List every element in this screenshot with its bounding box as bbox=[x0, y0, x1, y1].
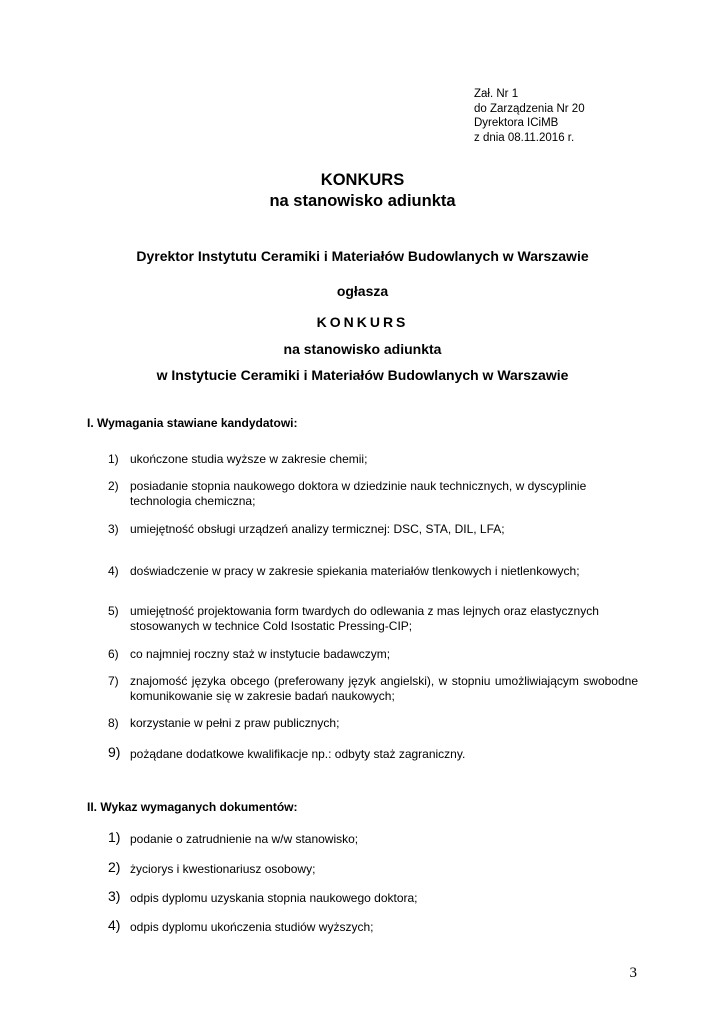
list-item-number: 7) bbox=[108, 674, 119, 688]
list-item-number: 2) bbox=[108, 859, 121, 875]
annex-line: Zał. Nr 1 bbox=[474, 88, 519, 100]
list-item-number: 3) bbox=[108, 522, 119, 536]
announcement-position: na stanowisko adiunkta bbox=[283, 341, 442, 357]
list-item-number: 4) bbox=[108, 917, 121, 933]
list-item-number: 1) bbox=[108, 452, 119, 466]
list-item-number: 4) bbox=[108, 564, 119, 578]
list-item-number: 6) bbox=[108, 647, 119, 661]
annex-line: Dyrektora ICiMB bbox=[474, 117, 559, 129]
list-item-text: odpis dyplomu uzyskania stopnia naukowego doktora; bbox=[130, 891, 418, 905]
section-heading-documents: II. Wykaz wymaganych dokumentów: bbox=[87, 800, 298, 814]
announcement-verb: ogłasza bbox=[336, 283, 389, 299]
list-item-number: 1) bbox=[108, 829, 121, 845]
document-subtitle: na stanowisko adiunkta bbox=[269, 192, 456, 210]
list-item-number: 8) bbox=[108, 716, 119, 730]
list-item-text: co najmniej roczny staż w instytucie badawczym; bbox=[130, 647, 391, 661]
section-heading-requirements: I. Wymagania stawiane kandydatowi: bbox=[87, 416, 298, 430]
annex-line: z dnia 08.11.2016 r. bbox=[474, 131, 575, 144]
announcement-institute: w Instytucie Ceramiki i Materiałów Budowlanych w Warszawie bbox=[156, 367, 569, 383]
list-item-number: 3) bbox=[108, 888, 121, 904]
list-item-text: ukończone studia wyższe w zakresie chemii; bbox=[130, 452, 368, 466]
list-item-text: umiejętność projektowania form twardych do odlewania z mas lejnych oraz elastycznych stosowanych w technice Cold Isostatic Pressing-CIP; bbox=[130, 604, 599, 633]
list-item-text: umiejętność obsługi urządzeń analizy termicznej: DSC, STA, DIL, LFA; bbox=[130, 522, 505, 536]
list-item-text: posiadanie stopnia naukowego doktora w dziedzinie nauk technicznych, w dyscyplinie technologia chemiczna; bbox=[130, 479, 587, 508]
list-item-text: doświadczenie w pracy w zakresie spiekania materiałów tlenkowych i nietlenkowych; bbox=[130, 564, 580, 578]
list-item-text: pożądane dodatkowe kwalifikacje np.: odbyty staż zagraniczny. bbox=[130, 747, 466, 761]
document-title: KONKURS bbox=[320, 171, 405, 189]
list-item-text: znajomość języka obcego (preferowany język angielski), w stopniu umożliwiającym swobodne komunikowanie się w zakresie badań naukowych; bbox=[130, 674, 638, 703]
annex-line: do Zarządzenia Nr 20 bbox=[474, 102, 585, 115]
announcement-konkurs: KONKURS bbox=[316, 314, 409, 330]
list-item-number: 9) bbox=[108, 744, 121, 760]
list-item-number: 2) bbox=[108, 479, 119, 493]
page-number: 3 bbox=[629, 965, 637, 981]
list-item-text: podanie o zatrudnienie na w/w stanowisko; bbox=[130, 832, 359, 846]
list-item-text: życiorys i kwestionariusz osobowy; bbox=[130, 862, 316, 876]
annex-reference bbox=[474, 87, 585, 145]
announcement-director: Dyrektor Instytutu Ceramiki i Materiałów Budowlanych w Warszawie bbox=[136, 248, 589, 264]
list-item-number: 5) bbox=[108, 604, 119, 618]
list-item-text: odpis dyplomu ukończenia studiów wyższych; bbox=[130, 920, 374, 934]
list-item-text: korzystanie w pełni z praw publicznych; bbox=[130, 716, 340, 730]
